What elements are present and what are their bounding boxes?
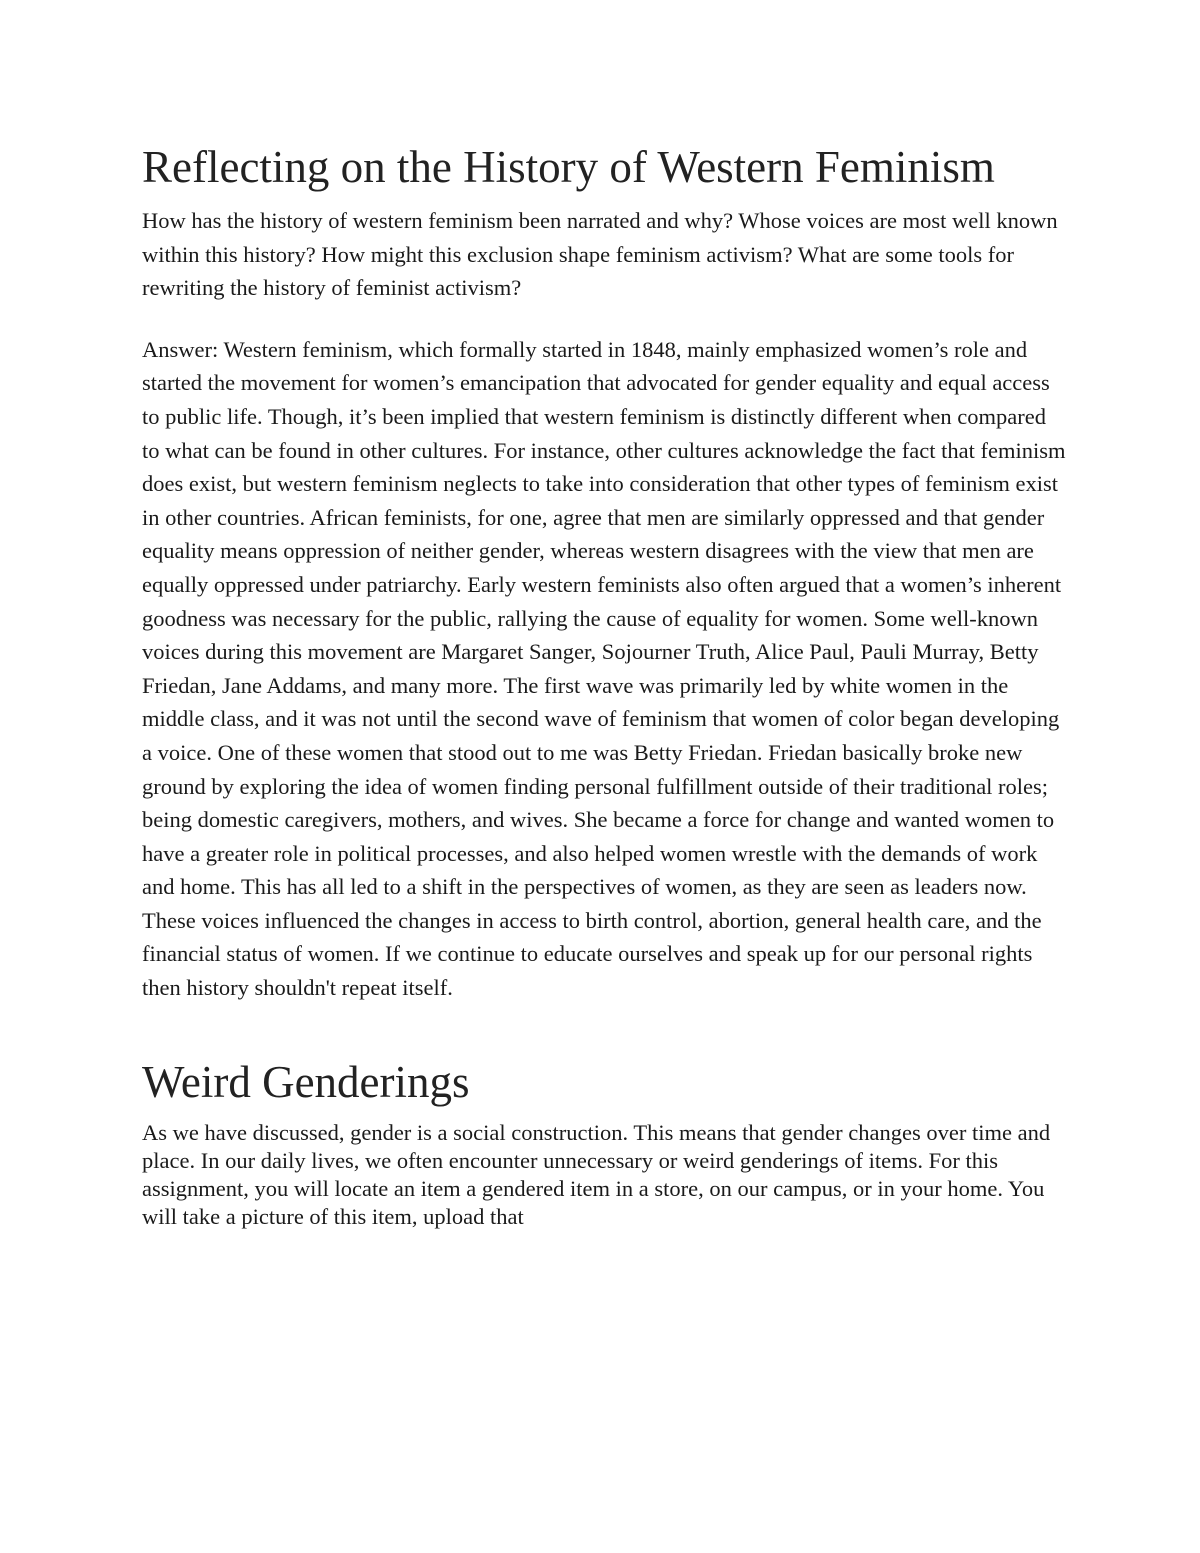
assignment-prompt: How has the history of western feminism been narrated and why? Whose voices are most well known within this history? How might this exclusion shape feminism activism? What are some tools for rewriting the history of feminist activism?	[142, 208, 1058, 301]
section-title-weird-genderings: Weird Genderings	[142, 1056, 470, 1107]
answer-paragraph: Answer: Western feminism, which formally started in 1848, mainly emphasized women’s role and started the movement for women’s emancipation that advocated for gender equality and equal access to public life. Though, it’s been implied that western feminism is distinctly different when compared to what can be found in other cultures. For instance, other cultures acknowledge the fact that feminism does exist, but western feminism neglects to take into consideration that other types of feminism exist in other countries. African feminists, for one, agree that men are similarly oppressed and that gender equality means oppression of neither gender, whereas western disagrees with the view that men are equally oppressed under patriarchy. Early western feminists also often argued that a women’s inherent goodness was necessary for the public, rallying the cause of equality for women. Some well-known voices during this movement are Margaret Sanger, Sojourner Truth, Alice Paul, Pauli Murray, Betty Friedan, Jane Addams, and many more. The first wave was primarily led by white women in the middle class, and it was not until the second wave of feminism that women of color began developing a voice. One of these women that stood out to me was Betty Friedan. Friedan basically broke new ground by exploring the idea of women finding personal fulfillment outside of their traditional roles; being domestic caregivers, mothers, and wives. She became a force for change and wanted women to have a greater role in political processes, and also helped women wrestle with the demands of work and home. This has all led to a shift in the perspectives of women, as they are seen as leaders now. These voices influenced the changes in access to birth control, abortion, general health care, and the financial status of women. If we continue to educate ourselves and speak up for our personal rights then history shouldn't repeat itself.	[142, 336, 1066, 1001]
section-title-western-feminism: Reflecting on the History of Western Feminism	[142, 142, 995, 192]
document-content	[142, 140, 1067, 1231]
weird-genderings-paragraph: As we have discussed, gender is a social construction. This means that gender changes over time and place. In our daily lives, we often encounter unnecessary or weird genderings of items. For this assignment, you will locate an item a gendered item in a store, on our campus, or in your home. You will take a picture of this item, upload that	[142, 1119, 1051, 1229]
